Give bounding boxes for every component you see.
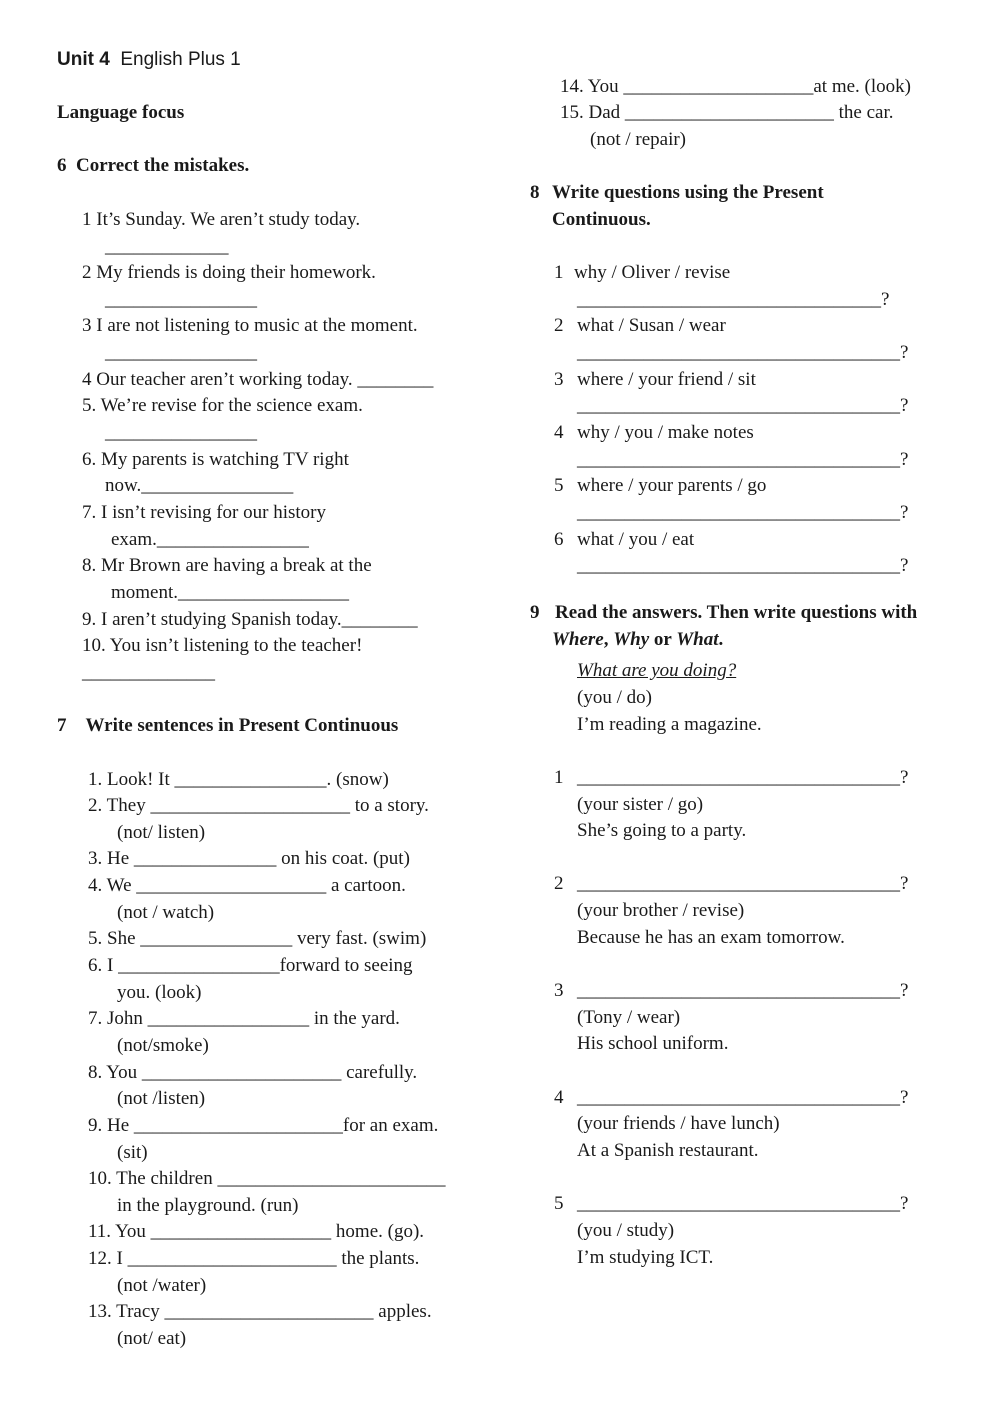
ex8-number: 8 <box>530 182 540 203</box>
ex7-line: (not /water) <box>117 1275 207 1296</box>
ex7-line: 5. She ________________ very fast. (swim) <box>88 928 427 949</box>
ex7-number: 7 <box>57 715 67 736</box>
ex7-line: (not/ listen) <box>117 822 206 843</box>
ex8-item-number: 6 <box>554 529 564 550</box>
ex9-question-line: __________________________________? <box>577 1193 909 1214</box>
ex8-item-prompt: what / you / eat <box>577 529 695 550</box>
ex9-item-number: 4 <box>554 1087 564 1108</box>
ex7-line: 2. They _____________________ to a story. <box>88 795 429 816</box>
ex7-line: 11. You ___________________ home. (go). <box>88 1221 425 1242</box>
ex9-title-line1: Read the answers. Then write questions with <box>555 602 918 623</box>
ex6-line: 3 I are not listening to music at the moment. <box>82 315 418 336</box>
ex6-title: Correct the mistakes. <box>76 155 250 176</box>
ex8-item-prompt: why / Oliver / revise <box>574 262 731 283</box>
ex7-line: in the playground. (run) <box>117 1195 299 1216</box>
unit-label: Unit 4 <box>57 49 110 70</box>
ex8-answer-line: __________________________________? <box>577 502 909 523</box>
ex9-period: . <box>718 629 724 650</box>
ex6-line: 6. My parents is watching TV right <box>82 449 349 470</box>
ex6-heading <box>57 156 249 175</box>
ex6-number: 6 <box>57 155 67 176</box>
ex8-answer-line: __________________________________? <box>577 449 909 470</box>
ex7-line: 8. You _____________________ carefully. <box>88 1062 418 1083</box>
ex9-item-number: 5 <box>554 1193 564 1214</box>
ex8-title-line1: Write questions using the Present <box>552 182 824 203</box>
book-title: English Plus 1 <box>120 49 241 70</box>
ex9-item-prompt: (your sister / go) <box>577 794 704 815</box>
ex9-question-line: __________________________________? <box>577 873 909 894</box>
ex9-separator: , <box>603 629 614 650</box>
ex6-line: ________________ <box>105 422 257 443</box>
ex7-line: 15. Dad ______________________ the car. <box>560 102 894 123</box>
ex9-word-what: What <box>676 629 719 650</box>
ex7-line: (not/smoke) <box>117 1035 209 1056</box>
ex6-line: moment.__________________ <box>111 582 350 603</box>
ex9-item-number: 3 <box>554 980 564 1001</box>
ex8-item-number: 2 <box>554 315 564 336</box>
ex6-line: 1 It’s Sunday. We aren’t study today. <box>82 209 361 230</box>
ex9-example-question: What are you doing? <box>577 660 737 681</box>
ex6-line: 8. Mr Brown are having a break at the <box>82 555 372 576</box>
ex9-item-answer: She’s going to a party. <box>577 820 747 841</box>
ex6-line: 10. You isn’t listening to the teacher! <box>82 635 363 656</box>
ex9-item-prompt: (your friends / have lunch) <box>577 1113 780 1134</box>
ex8-answer-line: __________________________________? <box>577 395 909 416</box>
ex8-item-number: 5 <box>554 475 564 496</box>
ex9-title-line2 <box>552 630 723 649</box>
ex9-item-answer: At a Spanish restaurant. <box>577 1140 759 1161</box>
ex7-line: (sit) <box>117 1142 148 1163</box>
ex6-line: _____________ <box>105 236 229 257</box>
ex7-line: (not /listen) <box>117 1088 206 1109</box>
ex6-line: now.________________ <box>105 475 294 496</box>
ex9-question-line: __________________________________? <box>577 1087 909 1108</box>
ex6-line: 7. I isn’t revising for our history <box>82 502 326 523</box>
ex8-item-number: 4 <box>554 422 564 443</box>
ex9-item-prompt: (your brother / revise) <box>577 900 745 921</box>
ex7-line: (not / repair) <box>590 129 687 150</box>
ex9-item-prompt: (Tony / wear) <box>577 1007 681 1028</box>
ex7-line: (not / watch) <box>117 902 215 923</box>
ex8-item-number: 3 <box>554 369 564 390</box>
ex9-number: 9 <box>530 602 540 623</box>
ex6-line: ________________ <box>105 289 257 310</box>
ex8-answer-line: __________________________________? <box>577 555 909 576</box>
ex7-line: you. (look) <box>117 982 202 1003</box>
ex6-line: 9. I aren’t studying Spanish today.________ <box>82 609 418 630</box>
ex9-item-number: 1 <box>554 767 564 788</box>
ex9-question-line: __________________________________? <box>577 767 909 788</box>
ex9-word-why: Why <box>613 629 650 650</box>
ex6-line: ______________ <box>82 662 215 683</box>
ex7-line: 7. John _________________ in the yard. <box>88 1008 400 1029</box>
ex9-word-where: Where <box>552 629 604 650</box>
ex7-line: 10. The children ________________________ <box>88 1168 446 1189</box>
page-header <box>57 50 241 69</box>
ex8-item-prompt: where / your friend / sit <box>577 369 756 390</box>
ex6-line: ________________ <box>105 342 257 363</box>
ex9-item-answer: His school uniform. <box>577 1033 729 1054</box>
ex7-line: 9. He ______________________for an exam. <box>88 1115 439 1136</box>
ex9-item-number: 2 <box>554 873 564 894</box>
ex9-example-answer: I’m reading a magazine. <box>577 714 762 735</box>
section-title: Language focus <box>57 102 185 123</box>
ex8-item-prompt: where / your parents / go <box>577 475 767 496</box>
ex6-line: 2 My friends is doing their homework. <box>82 262 376 283</box>
ex7-line: 13. Tracy ______________________ apples. <box>88 1301 432 1322</box>
ex9-question-line: __________________________________? <box>577 980 909 1001</box>
ex9-or: or <box>649 629 677 650</box>
ex9-item-answer: I’m studying ICT. <box>577 1247 714 1268</box>
ex7-line: 1. Look! It ________________. (snow) <box>88 769 389 790</box>
ex6-line: 5. We’re revise for the science exam. <box>82 395 363 416</box>
ex8-item-prompt: why / you / make notes <box>577 422 754 443</box>
ex8-answer-line: ________________________________? <box>577 289 890 310</box>
ex6-line: exam.________________ <box>111 529 309 550</box>
ex7-line: 4. We ____________________ a cartoon. <box>88 875 406 896</box>
ex7-heading <box>57 716 398 735</box>
ex7-line: 12. I ______________________ the plants. <box>88 1248 420 1269</box>
ex7-line: (not/ eat) <box>117 1328 187 1349</box>
ex8-item-number: 1 <box>554 262 564 283</box>
ex8-title-line2: Continuous. <box>552 209 651 230</box>
ex6-line: 4 Our teacher aren’t working today. ________ <box>82 369 434 390</box>
ex7-title: Write sentences in Present Continuous <box>85 715 399 736</box>
ex7-line: 14. You ____________________at me. (look) <box>560 76 911 97</box>
ex7-line: 6. I _________________forward to seeing <box>88 955 413 976</box>
ex9-item-answer: Because he has an exam tomorrow. <box>577 927 845 948</box>
ex8-item-prompt: what / Susan / wear <box>577 315 726 336</box>
ex9-item-prompt: (you / study) <box>577 1220 675 1241</box>
ex8-answer-line: __________________________________? <box>577 342 909 363</box>
ex7-line: 3. He _______________ on his coat. (put) <box>88 848 410 869</box>
ex9-example-prompt: (you / do) <box>577 687 652 708</box>
